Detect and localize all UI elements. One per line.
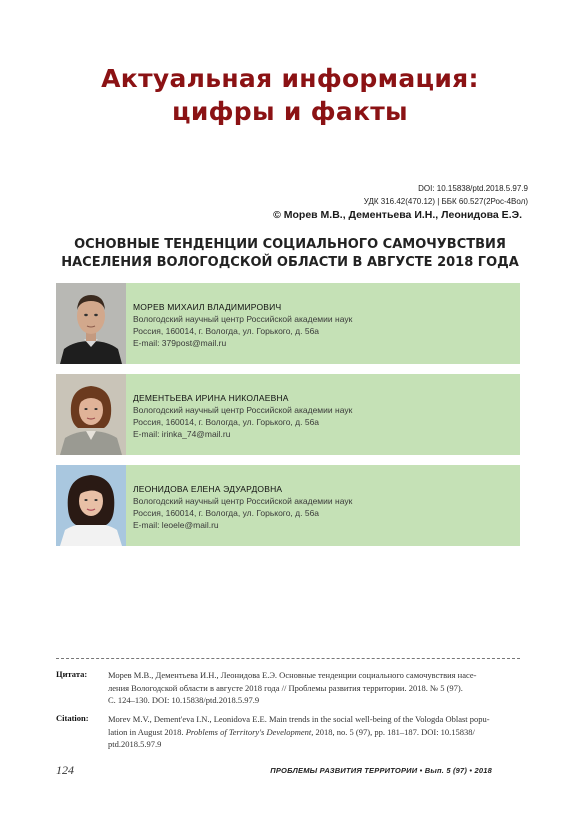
citation-ru-text [108,669,520,707]
citation-en-fragment: lation in August 2018. [108,726,186,737]
author-name: ЛЕОНИДОВА ЕЛЕНА ЭДУАРДОВНА [133,484,283,494]
author-organization: Вологодский научный центр Российской академии наук [133,405,353,415]
article-title [0,236,580,272]
author-info [133,392,352,440]
article-title-line1: ОСНОВНЫЕ ТЕНДЕНЦИИ СОЦИАЛЬНОГО САМОЧУВСТВИЯ [74,237,506,252]
citation-ru-line: ления Вологодской области в августе 2018 года // Проблемы развития территории. 2018. № 5 (97). [108,682,463,693]
journal-footer: ПРОБЛЕМЫ РАЗВИТИЯ ТЕРРИТОРИИ • Вып. 5 (97) • 2018 [270,766,492,775]
author-name: ДЕМЕНТЬЕВА ИРИНА НИКОЛАЕВНА [133,393,289,403]
citation-en-line [108,726,520,739]
citation-en-line: ptd.2018.5.97.9 [108,739,162,749]
citation-en-label: Citation: [56,713,89,723]
author-info [133,301,352,349]
author-info [133,483,352,531]
section-heading [0,62,580,128]
citation-ru-label: Цитата: [56,669,88,679]
section-title-line1: Актуальная информация: [101,64,479,93]
author-name: МОРЕВ МИХАИЛ ВЛАДИМИРОВИЧ [133,302,282,312]
citation-en-journal: Problems of Territory's Development [185,726,312,737]
doi: DOI: 10.15838/ptd.2018.5.97.9 [418,184,528,193]
author-card [56,283,520,364]
section-title-line2: цифры и факты [172,97,408,126]
author-address: Россия, 160014, г. Вологда, ул. Горького, д. 56а [133,417,320,427]
page-number: 124 [56,763,74,777]
author-card [56,465,520,546]
author-photo [56,374,126,455]
citation-ru-line: Морев М.В., Дементьева И.Н., Леонидова Е.Э. Основные тенденции социального самочувствия насе- [108,670,477,680]
author-organization: Вологодский научный центр Российской академии наук [133,496,353,506]
citation-en-line: Morev M.V., Dement'eva I.N., Leonidova E.E. Main trends in the social well-being of the Vologda Oblast popu- [108,714,490,724]
author-email: E-mail: 379post@mail.ru [133,338,227,348]
article-title-line2: НАСЕЛЕНИЯ ВОЛОГОДСКОЙ ОБЛАСТИ В АВГУСТЕ 2018 ГОДА [61,255,519,270]
udk-bbk: УДК 316.42(470.12) | ББК 60.527(2Рос-4Вол) [363,197,528,206]
copyright-authors: © Морев М.В., Дементьева И.Н., Леонидова Е.Э. [273,209,522,221]
author-organization: Вологодский научный центр Российской академии наук [133,314,353,324]
author-address: Россия, 160014, г. Вологда, ул. Горького, д. 56а [133,326,320,336]
author-photo [56,283,126,364]
citation-divider [56,658,520,659]
author-photo [56,465,126,546]
author-address: Россия, 160014, г. Вологда, ул. Горького, д. 56а [133,508,320,518]
author-email: E-mail: irinka_74@mail.ru [133,429,231,439]
citation-en-text [108,713,520,751]
citation-ru-line: С. 124–130. DOI: 10.15838/ptd.2018.5.97.9 [108,695,260,705]
author-email: E-mail: leoele@mail.ru [133,520,219,530]
citation-en-fragment: , 2018, no. 5 (97), pp. 181–187. DOI: 10.15838/ [311,726,475,737]
author-card [56,374,520,455]
